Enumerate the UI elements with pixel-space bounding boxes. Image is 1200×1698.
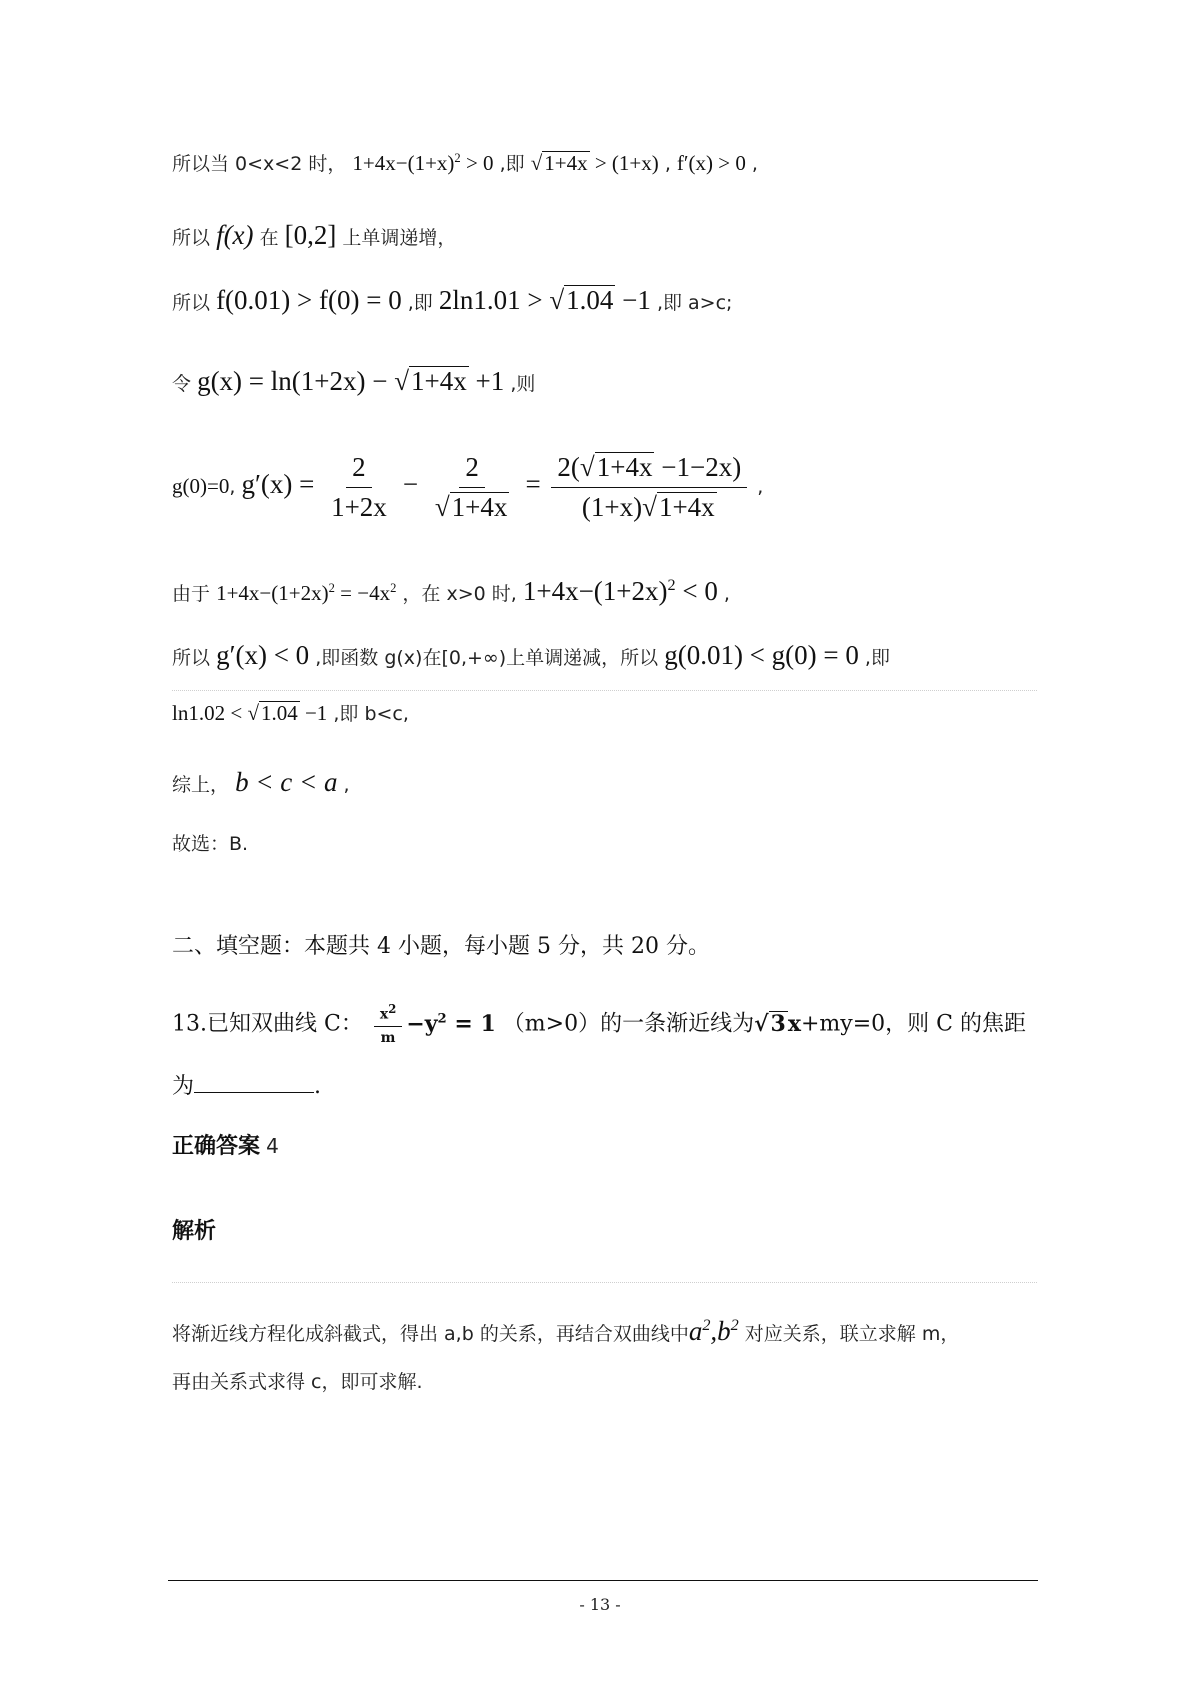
text: , <box>229 476 236 499</box>
analysis-title: 解析 <box>172 1219 217 1244</box>
sqrt-arg: 3 <box>770 1010 786 1037</box>
question-13: 13.已知双曲线 C： $\frac{x^2}{m}$ $-y^2 = 1$ （m>0）的一条渐近线为√3x+my=0，则 C 的焦距 <box>172 1002 1026 1046</box>
line-6 <box>172 574 1040 609</box>
section-heading: 二、填空题：本题共 4 小题，每小题 5 分，共 20 分。 <box>172 934 710 959</box>
text: 上单调递增， <box>342 227 457 249</box>
text: 13.已知双曲线 C： <box>172 1011 363 1037</box>
expr: 1+4x−(1+x) <box>352 151 455 175</box>
expr: g(0.01) < g(0) = 0 <box>664 640 859 670</box>
exp: 2 <box>437 1011 447 1027</box>
answer-value: 4 <box>266 1134 279 1158</box>
expr: b < c < a <box>235 767 338 797</box>
page-number: - 13 - <box>579 1595 621 1614</box>
text: 所以当 0<x<2 时， <box>172 153 347 175</box>
text: ,即函数 g(x)在[0,+∞)上单调递减，所以 <box>315 647 659 669</box>
expr: g′(x) < 0 <box>216 640 310 670</box>
text: ,即 <box>864 647 890 669</box>
expr: g′(x) = <box>241 469 322 500</box>
text: 对应关系，联立求解 m， <box>738 1323 960 1345</box>
footer-rule <box>168 1580 1038 1581</box>
frac-num: 2 <box>459 450 485 488</box>
text: , <box>757 476 764 499</box>
exp: 2 <box>730 1316 739 1334</box>
expr: = −4x <box>334 581 391 605</box>
answer-label: 正确答案 <box>172 1134 261 1159</box>
sqrt-arg: 1+4x <box>411 366 467 396</box>
expr: > 0 <box>460 151 494 175</box>
sqrt-arg: 1+4x <box>658 492 715 523</box>
text: 所以 <box>172 292 211 314</box>
expr: = <box>525 469 548 500</box>
text: +my=0，则 C 的焦距 <box>800 1011 1026 1037</box>
divider <box>172 690 1037 691</box>
answer-blank <box>194 1074 314 1093</box>
expr: − <box>402 469 425 500</box>
text: 将渐近线方程化成斜截式，得出 a,b 的关系，再结合双曲线中 <box>172 1323 689 1345</box>
line-8: ln1.02 < √1.04 −1 ,即 b<c, <box>172 701 409 725</box>
expr: ln1.02 < <box>172 701 248 725</box>
text: （m>0）的一条渐近线为 <box>502 1011 755 1037</box>
line-5: g(0)=0, g′(x) = $\frac{2}{1+2x}$ − $\frac{2}{√1+4x}$ = $\frac{2(√1+4x -1-2x)}{(1+x)√1+4x}$ , <box>172 450 1040 525</box>
line-2 <box>172 218 1040 253</box>
answer-line <box>172 1133 1040 1162</box>
expr: 1+4x−(1+2x) <box>522 576 668 606</box>
sqrt-arg: 1+4x <box>451 492 508 523</box>
expr: a <box>688 1316 703 1346</box>
frac-num: x <box>379 1006 389 1023</box>
text: 由于 <box>172 583 211 605</box>
expr: [0,2] <box>284 220 337 250</box>
text: , <box>664 153 671 175</box>
expr: < 0 <box>675 576 718 606</box>
line-3: 所以 f(0.01) > f(0) = 0 ,即 2ln1.01 > √1.04 −1 ,即 a>c; <box>172 285 733 315</box>
sqrt-arg: 1.04 <box>566 285 614 315</box>
frac-num: 2 <box>346 450 372 488</box>
text: 在 <box>259 227 279 249</box>
expr: f′(x) > 0 <box>676 151 746 175</box>
expr: −y <box>406 1010 438 1037</box>
expr: = 1 <box>446 1010 496 1037</box>
expr: 2ln1.01 > <box>438 285 550 315</box>
expr: 2( <box>557 452 580 482</box>
text: , <box>751 153 758 175</box>
text: ,即 b<c, <box>333 703 409 725</box>
sqrt-arg: 1.04 <box>260 701 298 725</box>
exp: 2 <box>702 1316 711 1334</box>
expr: −1−2x) <box>654 452 742 482</box>
text: ,即 <box>407 292 433 314</box>
text: 综上， <box>172 774 230 796</box>
analysis-p1 <box>172 1314 1040 1349</box>
expr: g(x) = ln(1+2x) − <box>197 366 395 396</box>
text: ,即 a>c; <box>656 292 733 314</box>
text: ，在 x>0 时, <box>402 583 517 605</box>
line-4: 令 g(x) = ln(1+2x) − √1+4x +1 ,则 <box>172 366 536 396</box>
text: 为 <box>172 1074 195 1099</box>
sqrt-arg: 1+4x <box>596 452 653 482</box>
sqrt-arg: 1+4x <box>544 151 588 175</box>
divider <box>172 1282 1037 1283</box>
line-9 <box>172 765 1040 800</box>
text: 所以 <box>172 647 211 669</box>
expr: f(0.01) > f(0) = 0 <box>216 285 402 315</box>
exp: 2 <box>388 1002 397 1016</box>
exp: 2 <box>328 581 335 595</box>
line-1: 所以当 0<x<2 时， $1+4x-(1+x)^2 > 0$ ,即 √1+4x > (1+x) , f′(x) > 0 , <box>172 151 758 175</box>
question-13-line2 <box>172 1073 1040 1102</box>
line-7 <box>172 638 1040 673</box>
expr: g(0)=0 <box>172 474 230 499</box>
text: . <box>314 1074 322 1099</box>
expr: −1 <box>615 285 651 315</box>
text: , <box>723 583 730 605</box>
text: 故选：B. <box>172 833 249 855</box>
frac-den: 1+2x <box>331 492 387 523</box>
text: ,即 <box>499 153 525 175</box>
frac-den: m <box>380 1029 396 1046</box>
text: ,则 <box>510 373 536 395</box>
text: 令 <box>172 373 192 395</box>
expr: (1+x) <box>581 492 643 523</box>
line-10 <box>172 832 1040 857</box>
text: 所以 <box>172 227 211 249</box>
expr: −1 <box>299 701 328 725</box>
exp: 2 <box>390 581 397 595</box>
expr: +1 <box>468 366 505 396</box>
expr: f(x) <box>216 220 254 250</box>
text: , <box>343 774 350 796</box>
expr: x <box>787 1010 801 1037</box>
exp: 2 <box>667 576 676 594</box>
expr: 1+4x−(1+2x) <box>216 581 329 605</box>
analysis-p2: 再由关系式求得 c，即可求解. <box>172 1371 423 1393</box>
exp: 2 <box>454 151 461 165</box>
expr: > (1+x) <box>589 151 659 175</box>
expr: ,b <box>710 1316 731 1346</box>
